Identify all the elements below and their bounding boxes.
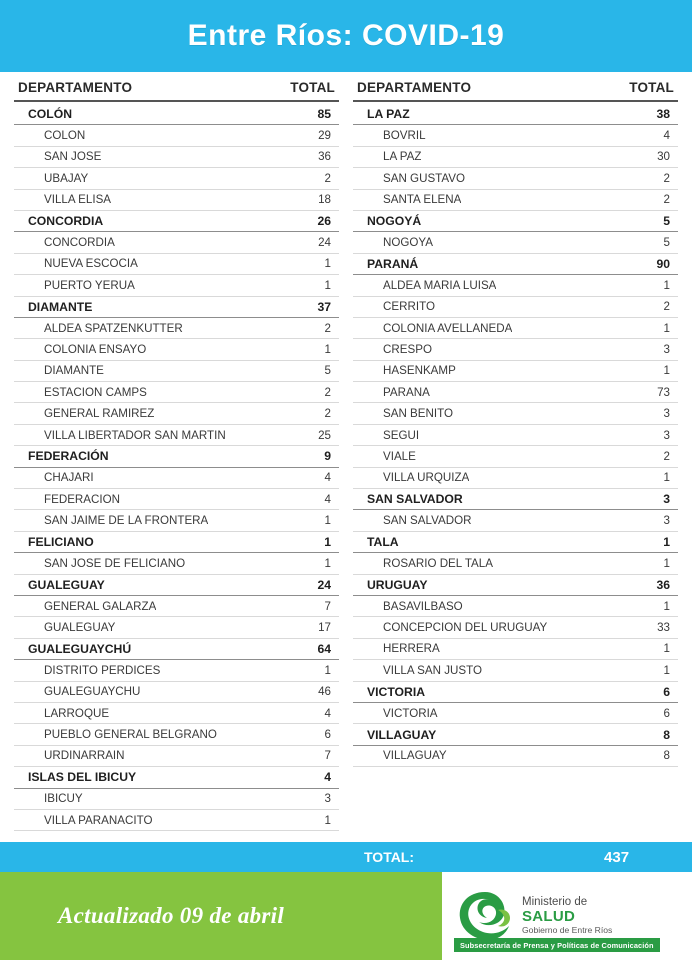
department-total: 6: [663, 684, 670, 699]
department-name: DIAMANTE: [28, 299, 93, 314]
department-name: GUALEGUAYCHÚ: [28, 641, 132, 656]
locality-total: 3: [324, 792, 331, 806]
locality-row: [14, 125, 339, 146]
locality-total: 29: [318, 129, 331, 143]
department-row: [353, 724, 678, 745]
locality-row: [353, 168, 678, 189]
tables-container: [0, 72, 692, 831]
footer: [0, 872, 692, 960]
locality-total: 1: [663, 556, 670, 570]
locality-total: 1: [324, 342, 331, 356]
table-left-header: [14, 72, 339, 102]
total-label: TOTAL:: [364, 849, 415, 865]
department-total: 9: [324, 449, 331, 464]
locality-total: 2: [324, 171, 331, 185]
department-row: [353, 489, 678, 510]
locality-total: 2: [324, 321, 331, 335]
locality-row: [14, 168, 339, 189]
locality-row: [353, 190, 678, 211]
locality-total: 1: [324, 514, 331, 528]
department-row: [14, 211, 339, 232]
locality-name: VILLA SAN JUSTO: [383, 663, 483, 677]
locality-total: 4: [324, 492, 331, 506]
locality-total: 2: [324, 385, 331, 399]
locality-name: VILLA LIBERTADOR SAN MARTIN: [44, 428, 226, 442]
locality-total: 2: [663, 193, 670, 207]
ministry-logo-text: [522, 896, 612, 935]
department-total: 4: [324, 770, 331, 785]
locality-row: [14, 232, 339, 253]
locality-total: 4: [324, 706, 331, 720]
locality-name: COLON: [44, 129, 86, 143]
locality-name: ROSARIO DEL TALA: [383, 556, 493, 570]
locality-row: [14, 810, 339, 831]
department-name: ISLAS DEL IBICUY: [28, 770, 137, 785]
department-name: URUGUAY: [367, 577, 428, 592]
locality-name: GENERAL GALARZA: [44, 599, 157, 613]
locality-row: [353, 703, 678, 724]
locality-name: SAN GUSTAVO: [383, 171, 466, 185]
department-total: 37: [317, 299, 331, 314]
locality-name: SAN JAIME DE LA FRONTERA: [44, 514, 209, 528]
department-name: GUALEGUAY: [28, 577, 105, 592]
locality-total: 6: [324, 728, 331, 742]
locality-name: BASAVILBASO: [383, 599, 463, 613]
locality-name: ESTACION CAMPS: [44, 385, 147, 399]
locality-name: GUALEGUAY: [44, 621, 116, 635]
locality-total: 1: [663, 364, 670, 378]
column-header-department: DEPARTAMENTO: [357, 80, 472, 95]
locality-row: [14, 724, 339, 745]
page-title: Entre Ríos: COVID-19: [187, 19, 505, 52]
locality-name: NUEVA ESCOCIA: [44, 257, 138, 271]
department-total: 8: [663, 727, 670, 742]
locality-row: [353, 318, 678, 339]
locality-name: GUALEGUAYCHU: [44, 685, 141, 699]
table-right: [353, 72, 678, 831]
locality-row: [353, 510, 678, 531]
locality-total: 5: [324, 364, 331, 378]
department-row: [14, 297, 339, 318]
locality-total: 33: [657, 621, 670, 635]
department-row: [353, 254, 678, 275]
locality-total: 3: [663, 428, 670, 442]
locality-row: [353, 361, 678, 382]
locality-row: [14, 275, 339, 296]
locality-total: 1: [663, 278, 670, 292]
locality-name: SEGUI: [383, 428, 420, 442]
locality-total: 1: [663, 642, 670, 656]
locality-total: 1: [663, 663, 670, 677]
locality-row: [14, 553, 339, 574]
locality-total: 6: [663, 706, 670, 720]
department-name: TALA: [367, 535, 399, 549]
locality-name: NOGOYA: [383, 236, 434, 250]
column-header-total: TOTAL: [629, 80, 674, 95]
department-total: 3: [663, 492, 670, 507]
locality-name: UBAJAY: [44, 171, 89, 185]
logo-line-ministry: Ministerio de: [522, 896, 588, 909]
locality-name: BOVRIL: [383, 129, 426, 143]
table-right-body: [353, 104, 678, 767]
department-total: 38: [656, 107, 670, 122]
locality-name: CRESPO: [383, 342, 432, 356]
department-total: 26: [317, 214, 331, 229]
locality-name: PUERTO YERUA: [44, 278, 135, 292]
locality-total: 1: [324, 556, 331, 570]
department-name: VICTORIA: [367, 684, 426, 699]
locality-total: 5: [663, 236, 670, 250]
total-value: 437: [604, 848, 630, 866]
locality-name: DISTRITO PERDICES: [44, 663, 161, 677]
department-name: SAN SALVADOR: [367, 492, 463, 507]
locality-name: IBICUY: [44, 792, 83, 806]
department-row: [353, 575, 678, 596]
department-total: 1: [663, 535, 670, 549]
department-name: COLÓN: [28, 107, 73, 122]
locality-row: [14, 361, 339, 382]
locality-row: [14, 468, 339, 489]
update-date-text: Actualizado 09 de abril: [58, 903, 285, 928]
locality-total: 73: [657, 385, 670, 399]
department-total: 36: [656, 577, 670, 592]
locality-name: VILLAGUAY: [383, 749, 447, 763]
locality-name: VILLA ELISA: [44, 193, 112, 207]
footer-update-band: [0, 872, 442, 960]
locality-name: LA PAZ: [383, 150, 422, 164]
locality-total: 2: [324, 407, 331, 421]
locality-row: [14, 789, 339, 810]
locality-row: [353, 553, 678, 574]
locality-row: [14, 403, 339, 424]
department-row: [14, 104, 339, 125]
locality-row: [14, 703, 339, 724]
locality-name: SAN SALVADOR: [383, 514, 472, 528]
locality-row: [353, 147, 678, 168]
locality-total: 3: [663, 407, 670, 421]
locality-total: 24: [318, 236, 331, 250]
department-total: 85: [317, 107, 331, 122]
department-row: [353, 532, 678, 553]
locality-total: 7: [324, 749, 331, 763]
locality-name: LARROQUE: [44, 706, 110, 720]
locality-row: [353, 639, 678, 660]
locality-total: 2: [663, 449, 670, 463]
logo-line-gobierno: Gobierno de Entre Ríos: [522, 925, 613, 936]
table-left-body: [14, 104, 339, 831]
locality-name: FEDERACION: [44, 492, 121, 506]
logo-caption: Subsecretaría de Prensa y Políticas de Comunicación: [454, 938, 660, 952]
logo-line-salud: SALUD: [522, 908, 576, 926]
department-total: 90: [656, 256, 670, 271]
locality-row: [14, 489, 339, 510]
locality-name: CERRITO: [383, 300, 435, 314]
department-name: VILLAGUAY: [367, 727, 437, 742]
locality-name: VILLA PARANACITO: [44, 813, 153, 827]
locality-row: [353, 425, 678, 446]
locality-row: [14, 682, 339, 703]
locality-total: 7: [324, 599, 331, 613]
locality-row: [353, 403, 678, 424]
department-name: NOGOYÁ: [367, 214, 422, 229]
locality-row: [353, 617, 678, 638]
locality-name: URDINARRAIN: [44, 749, 125, 763]
locality-total: 1: [324, 663, 331, 677]
locality-row: [353, 746, 678, 767]
locality-row: [353, 660, 678, 681]
locality-total: 4: [663, 129, 670, 143]
column-header-department: DEPARTAMENTO: [18, 80, 133, 95]
locality-row: [14, 510, 339, 531]
department-name: FEDERACIÓN: [28, 449, 109, 464]
department-row: [353, 104, 678, 125]
department-name: FELICIANO: [28, 535, 94, 549]
locality-total: 4: [324, 471, 331, 485]
department-row: [14, 575, 339, 596]
total-band: [0, 842, 692, 872]
locality-row: [353, 596, 678, 617]
locality-name: HASENKAMP: [383, 364, 456, 378]
locality-name: GENERAL RAMIREZ: [44, 407, 155, 421]
locality-total: 3: [663, 342, 670, 356]
table-right-header: [353, 72, 678, 102]
locality-name: ALDEA MARIA LUISA: [383, 278, 497, 292]
department-total: 24: [317, 577, 331, 592]
locality-row: [353, 275, 678, 296]
locality-row: [14, 746, 339, 767]
locality-row: [353, 232, 678, 253]
locality-row: [14, 425, 339, 446]
locality-row: [14, 596, 339, 617]
department-total: 5: [663, 214, 670, 229]
locality-total: 8: [663, 749, 670, 763]
locality-row: [14, 318, 339, 339]
locality-total: 3: [663, 514, 670, 528]
locality-name: COLONIA AVELLANEDA: [383, 321, 513, 335]
locality-total: 30: [657, 150, 670, 164]
footer-logo-area: [442, 872, 692, 960]
department-row: [353, 211, 678, 232]
header-banner: [0, 0, 692, 72]
locality-total: 1: [663, 471, 670, 485]
column-header-total: TOTAL: [290, 80, 335, 95]
department-name: LA PAZ: [367, 107, 410, 122]
locality-total: 1: [663, 321, 670, 335]
department-row: [14, 767, 339, 788]
locality-row: [353, 382, 678, 403]
locality-name: VIALE: [383, 449, 416, 463]
locality-row: [353, 339, 678, 360]
locality-name: SAN JOSE: [44, 150, 102, 164]
locality-total: 1: [324, 813, 331, 827]
locality-total: 36: [318, 150, 331, 164]
locality-row: [14, 190, 339, 211]
locality-name: VICTORIA: [383, 706, 438, 720]
department-name: CONCORDIA: [28, 214, 104, 229]
locality-row: [353, 468, 678, 489]
locality-row: [14, 339, 339, 360]
locality-name: SAN BENITO: [383, 407, 454, 421]
table-left: [14, 72, 339, 831]
locality-name: PARANA: [383, 385, 430, 399]
locality-name: CHAJARI: [44, 471, 94, 485]
locality-total: 1: [663, 599, 670, 613]
locality-row: [353, 297, 678, 318]
locality-name: HERRERA: [383, 642, 440, 656]
locality-row: [14, 147, 339, 168]
locality-row: [14, 254, 339, 275]
locality-total: 1: [324, 278, 331, 292]
locality-name: SAN JOSE DE FELICIANO: [44, 556, 186, 570]
locality-name: SANTA ELENA: [383, 193, 462, 207]
locality-name: DIAMANTE: [44, 364, 104, 378]
department-name: PARANÁ: [367, 256, 419, 271]
locality-total: 17: [318, 621, 331, 635]
department-total: 64: [317, 641, 331, 656]
department-row: [14, 446, 339, 467]
locality-name: ALDEA SPATZENKUTTER: [44, 321, 183, 335]
locality-name: CONCORDIA: [44, 236, 115, 250]
ministry-logo-icon: [454, 888, 516, 944]
locality-name: VILLA URQUIZA: [383, 471, 470, 485]
locality-name: COLONIA ENSAYO: [44, 342, 147, 356]
locality-total: 18: [318, 193, 331, 207]
department-row: [14, 639, 339, 660]
locality-row: [353, 446, 678, 467]
department-total: 1: [324, 535, 331, 549]
locality-total: 1: [324, 257, 331, 271]
locality-name: CONCEPCION DEL URUGUAY: [383, 621, 548, 635]
locality-row: [14, 382, 339, 403]
locality-name: PUEBLO GENERAL BELGRANO: [44, 728, 217, 742]
locality-total: 2: [663, 300, 670, 314]
locality-total: 2: [663, 171, 670, 185]
locality-row: [14, 617, 339, 638]
locality-row: [353, 125, 678, 146]
locality-total: 25: [318, 428, 331, 442]
department-row: [14, 532, 339, 553]
department-row: [353, 682, 678, 703]
locality-row: [14, 660, 339, 681]
locality-total: 46: [318, 685, 331, 699]
